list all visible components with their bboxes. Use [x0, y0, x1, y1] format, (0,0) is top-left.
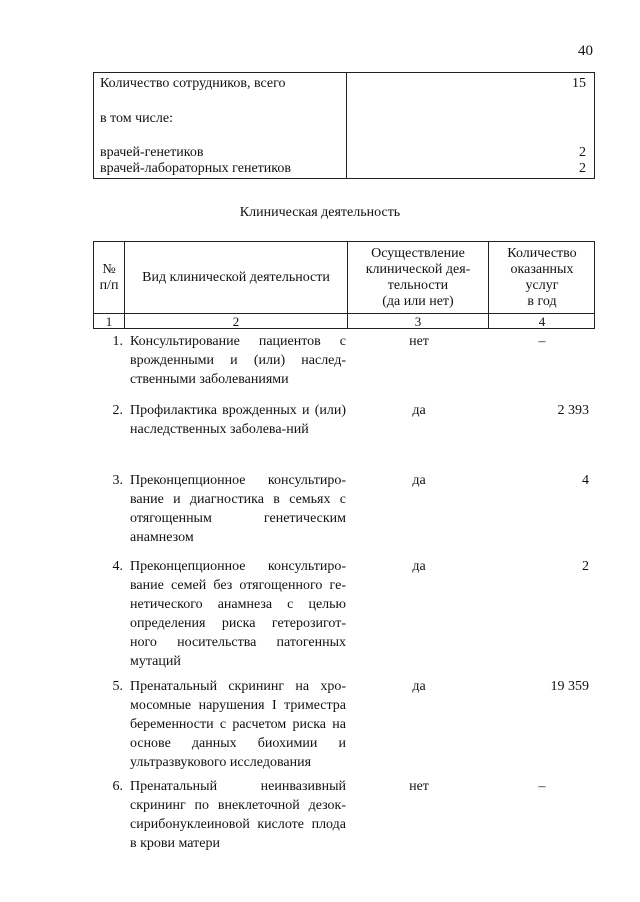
staff-geneticists-value: 2: [579, 145, 586, 160]
header-count: [489, 242, 595, 313]
row-description: Пренатальный неинвазивный скрининг по внеклеточной дезок-сирибонуклеиновой кислоте плода в крови матери: [130, 779, 346, 851]
header-impl-line: (да или нет): [382, 293, 454, 309]
staff-including-label: в том числе:: [100, 111, 173, 126]
staff-lab-geneticists-label: врачей-лабораторных генетиков: [100, 161, 291, 176]
header-kind: [125, 242, 347, 313]
row-number: 1.: [112, 334, 123, 349]
header-impl-line: Осуществление: [371, 245, 465, 261]
column-number: 3: [414, 314, 422, 329]
header-impl-line: клинической дея-: [365, 261, 471, 277]
clinical-table-header: [93, 241, 595, 329]
column-number: 4: [538, 314, 546, 329]
row-implementation: да: [412, 679, 426, 694]
row-description: Профилактика врожденных и (или) наследственных заболева-ний: [130, 403, 346, 437]
header-kind-text: Вид клинической деятельности: [142, 269, 330, 285]
row-implementation: да: [412, 403, 426, 418]
row-description: Пренатальный скрининг на хро-мосомные нарушения I триместра беременности с расчетом риска на основе данных биохимии и ультразвукового исследования: [130, 679, 346, 770]
row-implementation: да: [412, 473, 426, 488]
row-number: 3.: [112, 473, 123, 488]
row-number: 2.: [112, 403, 123, 418]
staff-total-value: 15: [572, 76, 586, 91]
header-num-line: №: [102, 261, 116, 277]
row-description: Преконцепционное консультиро-вание семей без отягощенного ге-нетического анамнеза с целью определения риска гетерозигот-ного носительства патогенных мутаций: [130, 559, 346, 669]
row-number: 5.: [112, 679, 123, 694]
row-description: Консультирование пациентов с врожденными и (или) наслед-ственными заболеваниями: [130, 334, 346, 387]
header-num: [94, 242, 124, 313]
column-number: 1: [105, 314, 113, 329]
column-number: 2: [232, 314, 240, 329]
row-number: 4.: [112, 559, 123, 574]
row-implementation: нет: [409, 779, 429, 794]
header-num-line: п/п: [99, 277, 119, 293]
row-count: –: [538, 334, 546, 349]
row-number: 6.: [112, 779, 123, 794]
row-count: 2: [582, 559, 589, 574]
staff-table-divider: [346, 73, 347, 178]
header-count-line: Количество: [507, 245, 577, 261]
header-impl-line: тельности: [387, 277, 449, 293]
header-count-line: в год: [527, 293, 557, 309]
row-description: Преконцепционное консультиро-вание и диагностика в семьях с отягощенным генетическим анамнезом: [130, 473, 346, 545]
row-count: 19 359: [550, 679, 589, 694]
page-number: 40: [578, 43, 593, 59]
staff-geneticists-label: врачей-генетиков: [100, 145, 204, 160]
row-count: 2 393: [557, 403, 589, 418]
header-count-line: услуг: [525, 277, 559, 293]
staff-lab-geneticists-value: 2: [579, 161, 586, 176]
header-implementation: [348, 242, 488, 313]
row-implementation: да: [412, 559, 426, 574]
row-implementation: нет: [409, 334, 429, 349]
header-count-line: оказанных: [510, 261, 574, 277]
staff-total-label: Количество сотрудников, всего: [100, 76, 286, 91]
row-count: –: [538, 779, 546, 794]
staff-table: [93, 72, 595, 179]
row-count: 4: [582, 473, 589, 488]
section-title: Клиническая деятельность: [239, 205, 401, 220]
